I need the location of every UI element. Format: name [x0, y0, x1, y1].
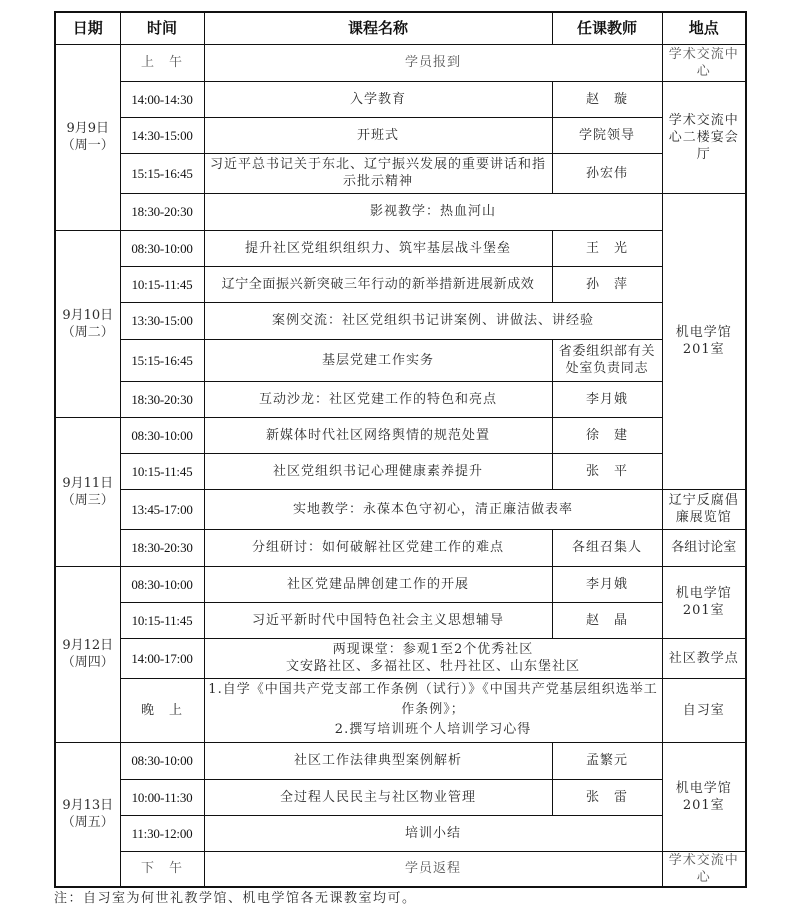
date: 9月9日 — [66, 121, 110, 136]
course-cell: 影视教学：热血河山 — [204, 193, 662, 230]
teacher-cell: 张 雷 — [552, 779, 662, 815]
teacher-cell: 赵 晶 — [552, 602, 662, 638]
teacher-cell: 赵 璇 — [552, 81, 662, 117]
weekday: （周三） — [61, 492, 114, 508]
course-cell — [204, 638, 662, 678]
table-row — [55, 266, 746, 302]
time-cell: 08:30-10:00 — [120, 230, 204, 266]
course-cell: 提升社区党组织组织力、筑牢基层战斗堡垒 — [204, 230, 552, 266]
table-row — [55, 417, 746, 453]
course-cell: 学员返程 — [204, 851, 662, 887]
table-row — [55, 302, 746, 339]
weekday: （周四） — [61, 655, 114, 670]
table-row — [55, 678, 746, 742]
header-course: 课程名称 — [204, 12, 552, 44]
teacher-cell: 各组召集人 — [552, 529, 662, 566]
course-cell: 基层党建工作实务 — [204, 339, 552, 381]
course-line-1: 两现课堂：参观1至2个优秀社区 — [332, 642, 534, 657]
course-cell: 实地教学：永葆本色守初心，清正廉洁做表率 — [204, 489, 662, 529]
table-row — [55, 81, 746, 117]
teacher-cell: 张 平 — [552, 453, 662, 489]
course-line-1: 1.自学《中国共产党支部工作条例（试行）》《中国共产党基层组织选举工作条例》； — [208, 682, 658, 717]
table-row — [55, 193, 746, 230]
table-row — [55, 566, 746, 602]
schedule-table — [54, 11, 747, 888]
table-row — [55, 638, 746, 678]
table-row — [55, 602, 746, 638]
course-cell: 分组研讨：如何破解社区党建工作的难点 — [204, 529, 552, 566]
weekday: （周二） — [61, 324, 114, 340]
header-date: 日期 — [55, 12, 120, 44]
location-cell: 各组讨论室 — [662, 529, 746, 566]
location-cell: 学术交流中心 — [662, 851, 746, 887]
course-cell: 开班式 — [204, 117, 552, 153]
table-row — [55, 489, 746, 529]
time-cell: 18:30-20:30 — [120, 381, 204, 417]
time-cell: 10:15-11:45 — [120, 602, 204, 638]
table-row — [55, 339, 746, 381]
time-cell: 11:30-12:00 — [120, 815, 204, 851]
date-cell — [55, 44, 120, 230]
footnote: 注：自习室为何世礼教学馆、机电学馆各无课教室均可。 — [54, 891, 417, 906]
time-cell: 15:15-16:45 — [120, 339, 204, 381]
table-row — [55, 779, 746, 815]
date-cell — [55, 742, 120, 887]
table-row — [55, 742, 746, 779]
location-cell: 自习室 — [662, 678, 746, 742]
time-cell: 18:30-20:30 — [120, 193, 204, 230]
table-row — [55, 381, 746, 417]
course-cell: 案例交流：社区党组织书记讲案例、讲做法、讲经验 — [204, 302, 662, 339]
time-cell: 08:30-10:00 — [120, 417, 204, 453]
course-cell: 习近平新时代中国特色社会主义思想辅导 — [204, 602, 552, 638]
table-row — [55, 529, 746, 566]
date: 9月10日 — [62, 307, 114, 323]
teacher-cell: 学院领导 — [552, 117, 662, 153]
header-time: 时间 — [120, 12, 204, 44]
location-cell: 机电学馆201室 — [662, 742, 746, 851]
location-cell: 机电学馆201室 — [662, 193, 746, 489]
time-cell: 18:30-20:30 — [120, 529, 204, 566]
table-row — [55, 153, 746, 193]
teacher-cell: 徐 建 — [552, 417, 662, 453]
course-line-2: 文安路社区、多福社区、牡丹社区、山东堡社区 — [285, 659, 580, 674]
location-cell: 机电学馆201室 — [662, 566, 746, 638]
teacher-cell: 李月娥 — [552, 566, 662, 602]
course-cell: 辽宁全面振兴新突破三年行动的新举措新进展新成效 — [204, 266, 552, 302]
teacher-cell: 孟繁元 — [552, 742, 662, 779]
time-cell: 上 午 — [120, 44, 204, 81]
header-teacher: 任课教师 — [552, 12, 662, 44]
course-cell: 入学教育 — [204, 81, 552, 117]
date-cell — [55, 417, 120, 566]
course-cell: 全过程人民民主与社区物业管理 — [204, 779, 552, 815]
date-cell — [55, 230, 120, 417]
time-cell: 10:15-11:45 — [120, 266, 204, 302]
course-cell: 学员报到 — [204, 44, 662, 81]
teacher-cell: 省委组织部有关处室负责同志 — [552, 339, 662, 381]
date: 9月11日 — [62, 475, 114, 491]
course-cell — [204, 678, 662, 742]
time-cell: 08:30-10:00 — [120, 566, 204, 602]
time-cell: 14:00-17:00 — [120, 638, 204, 678]
teacher-cell: 李月娥 — [552, 381, 662, 417]
time-cell: 13:45-17:00 — [120, 489, 204, 529]
course-cell: 新媒体时代社区网络舆情的规范处置 — [204, 417, 552, 453]
course-cell: 社区党建品牌创建工作的开展 — [204, 566, 552, 602]
location-cell: 社区教学点 — [662, 638, 746, 678]
header-row — [55, 12, 746, 44]
location-cell: 辽宁反腐倡廉展览馆 — [662, 489, 746, 529]
teacher-cell: 王 光 — [552, 230, 662, 266]
weekday: （周五） — [61, 815, 114, 831]
course-cell: 培训小结 — [204, 815, 662, 851]
time-cell: 13:30-15:00 — [120, 302, 204, 339]
header-location: 地点 — [662, 12, 746, 44]
teacher-cell: 孙 萍 — [552, 266, 662, 302]
time-cell: 08:30-10:00 — [120, 742, 204, 779]
table-row — [55, 44, 746, 81]
course-cell: 社区党组织书记心理健康素养提升 — [204, 453, 552, 489]
location-cell: 学术交流中心 — [662, 44, 746, 81]
weekday: （周一） — [61, 138, 114, 153]
table-row — [55, 453, 746, 489]
location-cell: 学术交流中心二楼宴会厅 — [662, 81, 746, 193]
date: 9月13日 — [62, 798, 114, 814]
course-line-2: 2.撰写培训班个人培训学习心得 — [334, 722, 532, 737]
time-cell: 14:30-15:00 — [120, 117, 204, 153]
time-cell: 14:00-14:30 — [120, 81, 204, 117]
time-cell: 10:00-11:30 — [120, 779, 204, 815]
course-cell: 互动沙龙：社区党建工作的特色和亮点 — [204, 381, 552, 417]
time-cell: 晚 上 — [120, 678, 204, 742]
teacher-cell: 孙宏伟 — [552, 153, 662, 193]
table-row — [55, 230, 746, 266]
course-cell: 习近平总书记关于东北、辽宁振兴发展的重要讲话和指示批示精神 — [204, 153, 552, 193]
date: 9月12日 — [62, 638, 114, 653]
table-row — [55, 815, 746, 851]
table-row — [55, 117, 746, 153]
date-cell — [55, 566, 120, 742]
time-cell: 15:15-16:45 — [120, 153, 204, 193]
table-row — [55, 851, 746, 887]
course-cell: 社区工作法律典型案例解析 — [204, 742, 552, 779]
time-cell: 10:15-11:45 — [120, 453, 204, 489]
time-cell: 下 午 — [120, 851, 204, 887]
